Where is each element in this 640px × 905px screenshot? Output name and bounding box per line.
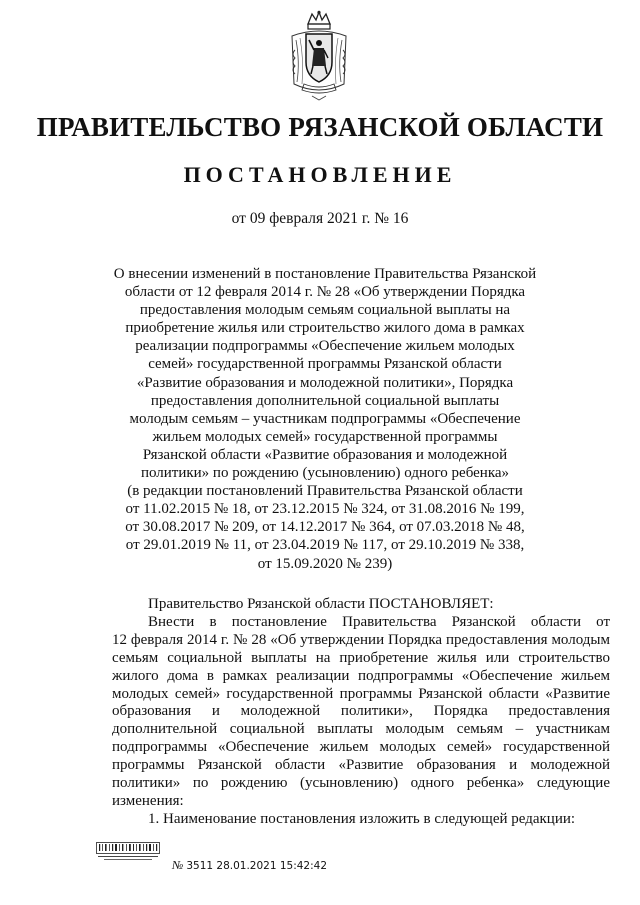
heading-line: жильем молодых семей» государственной программы xyxy=(152,428,498,445)
item-1: 1. Наименование постановления изложить в следующей редакции: xyxy=(148,810,576,827)
heading-line: предоставления молодым семьям социальной выплаты на xyxy=(139,302,511,319)
heading-line: от 11.02.2015 № 18, от 23.12.2015 № 324, от 31.08.2016 № 199, xyxy=(125,501,525,518)
paragraph-line: молодых семей» государственной программы Рязанской области «Развитие xyxy=(112,685,610,702)
government-title: ПРАВИТЕЛЬСТВО РЯЗАНСКОЙ ОБЛАСТИ xyxy=(36,112,604,142)
barcode-stamp-icon xyxy=(96,842,160,862)
paragraph-line: подпрограммы «Обеспечение жильем молодых семей» государственной xyxy=(112,739,610,756)
paragraph-line: Внести в постановление Правительства Рязанской области от xyxy=(148,613,610,630)
registration-stamp xyxy=(172,858,327,873)
registration-text: 3511 28.01.2021 15:42:42 xyxy=(186,860,328,872)
paragraph-line: дополнительной социальной выплаты молодым семьям – участникам xyxy=(112,721,610,738)
heading-line: молодым семьям – участникам подпрограммы «Обеспечение xyxy=(129,410,521,427)
heading-line: О внесении изменений в постановление Правительства Рязанской xyxy=(113,266,537,282)
paragraph-line: образования и молодежной политики», Порядка предоставления xyxy=(112,703,610,720)
heading-line: Рязанской области «Развитие образования и молодежной xyxy=(142,446,508,463)
paragraph-line: 12 февраля 2014 г. № 28 «Об утверждении Порядка предоставления молодым xyxy=(112,631,610,648)
heading-line: приобретение жилья или строительство жилого дома в рамках xyxy=(125,320,525,337)
heading-line: от 15.09.2020 № 239) xyxy=(257,555,393,572)
paragraph-line: политики» по рождению (усыновлению) одного ребенка» следующие xyxy=(112,775,610,792)
heading-line: от 29.01.2019 № 11, от 23.04.2019 № 117, от 29.10.2019 № 338, xyxy=(125,537,525,554)
document-type: ПОСТАНОВЛЕНИЕ xyxy=(183,162,457,187)
ryazan-coat-of-arms-icon xyxy=(286,10,352,102)
paragraph-line: программы Рязанской области «Развитие образования и молодежной xyxy=(112,757,610,774)
paragraph-line: семьям социальной выплаты на приобретение жилья или строительство xyxy=(112,649,610,666)
paragraph-line: жилого дома в рамках реализации подпрограммы «Обеспечение жильем xyxy=(112,667,610,684)
resolves-line: Правительство Рязанской области ПОСТАНОВЛЯЕТ: xyxy=(148,596,494,612)
heading-line: от 30.08.2017 № 209, от 14.12.2017 № 364, от 07.03.2018 № 48, xyxy=(125,519,525,536)
heading-line: семей» государственной программы Рязанской области xyxy=(148,356,502,373)
heading-line: (в редакции постановлений Правительства Рязанской области xyxy=(127,483,523,500)
document-date-number: от 09 февраля 2021 г. № 16 xyxy=(231,210,409,227)
number-sign: № xyxy=(172,858,184,872)
heading-line: области от 12 февраля 2014 г. № 28 «Об утверждении Порядка xyxy=(124,284,526,301)
document-heading xyxy=(100,265,550,573)
resolution-body xyxy=(112,596,610,829)
heading-line: предоставления дополнительной социальной выплаты xyxy=(150,392,500,409)
heading-line: политики» по рождению (усыновлению) одного ребенка» xyxy=(140,465,510,482)
heading-line: реализации подпрограммы «Обеспечение жильем молодых xyxy=(135,338,515,355)
heading-line: «Развитие образования и молодежной политики», Порядка xyxy=(136,374,514,391)
paragraph-line: изменения: xyxy=(112,792,184,809)
